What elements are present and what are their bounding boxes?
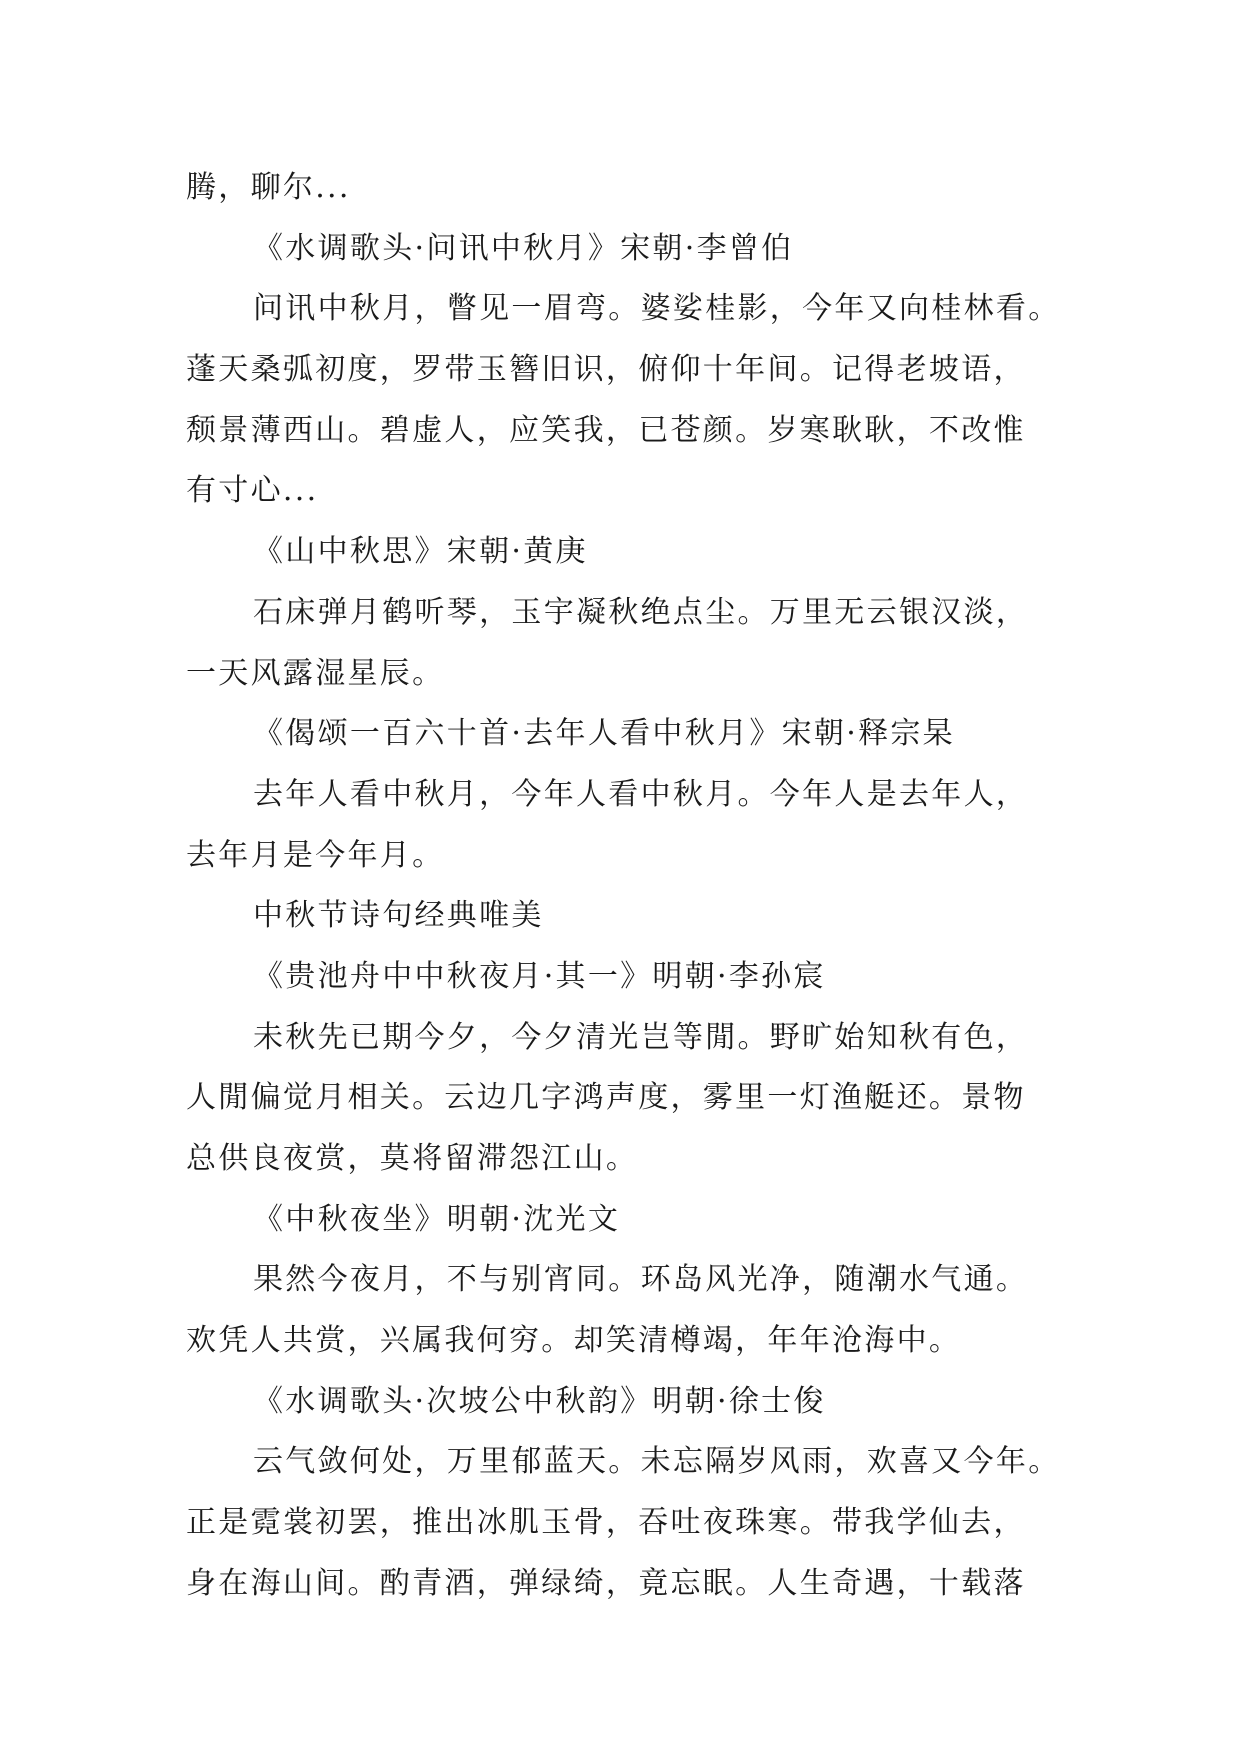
- poem-text-line: 有寸心...: [186, 473, 319, 509]
- poem-text-line: 身在海山间。酌青酒，弹绿绮，竟忘眠。人生奇遇，十载落: [186, 1565, 1026, 1601]
- poem-title: 《贵池舟中中秋夜月·其一》明朝·李孙宸: [253, 958, 826, 994]
- poem-title: 《水调歌头·次坡公中秋韵》明朝·徐士俊: [253, 1383, 826, 1419]
- section-heading: 中秋节诗句经典唯美: [253, 898, 544, 934]
- poem-text-line: 果然今夜月，不与别宵同。环岛风光净，随潮水气通。: [253, 1262, 1029, 1298]
- poem-text-line: 正是霓裳初罢，推出冰肌玉骨，吞吐夜珠寒。带我学仙去，: [186, 1505, 1026, 1541]
- poem-text-line: 蓬天桑弧初度，罗带玉簪旧识，俯仰十年间。记得老坡语，: [186, 352, 1026, 388]
- poem-text-line: 去年月是今年月。: [186, 837, 445, 873]
- body-text-line: 腾，聊尔...: [186, 170, 351, 205]
- poem-title: 《中秋夜坐》明朝·沈光文: [253, 1201, 621, 1237]
- poem-text-line: 未秋先已期今夕，今夕清光岂等閒。野旷始知秋有色，: [253, 1019, 1029, 1055]
- poem-text-line: 石床弹月鹤听琴，玉宇凝秋绝点尘。万里无云银汉淡，: [253, 594, 1029, 630]
- poem-text-line: 总供良夜赏，莫将留滞怨江山。: [186, 1141, 639, 1176]
- poem-text-line: 去年人看中秋月，今年人看中秋月。今年人是去年人，: [253, 776, 1029, 812]
- document-page: [186, 158, 1061, 1615]
- poem-title: 《山中秋思》宋朝·黄庚: [253, 534, 588, 570]
- poem-text-line: 问讯中秋月，瞥见一眉弯。婆娑桂影，今年又向桂林看。: [253, 291, 1061, 327]
- poem-title: 《偈颂一百六十首·去年人看中秋月》宋朝·释宗杲: [253, 716, 955, 752]
- poem-text-line: 欢凭人共赏，兴属我何穷。却笑清樽竭，年年沧海中。: [186, 1323, 962, 1359]
- poem-text-line: 颓景薄西山。碧虚人，应笑我，已苍颜。岁寒耿耿，不改惟: [186, 412, 1026, 448]
- poem-text-line: 云气敛何处，万里郁蓝天。未忘隔岁风雨，欢喜又今年。: [253, 1444, 1061, 1480]
- poem-text-line: 一天风露湿星辰。: [186, 655, 445, 691]
- poem-title: 《水调歌头·问讯中秋月》宋朝·李曾伯: [253, 230, 794, 266]
- poem-text-line: 人閒偏觉月相关。云边几字鸿声度，雾里一灯渔艇还。景物: [186, 1080, 1026, 1116]
